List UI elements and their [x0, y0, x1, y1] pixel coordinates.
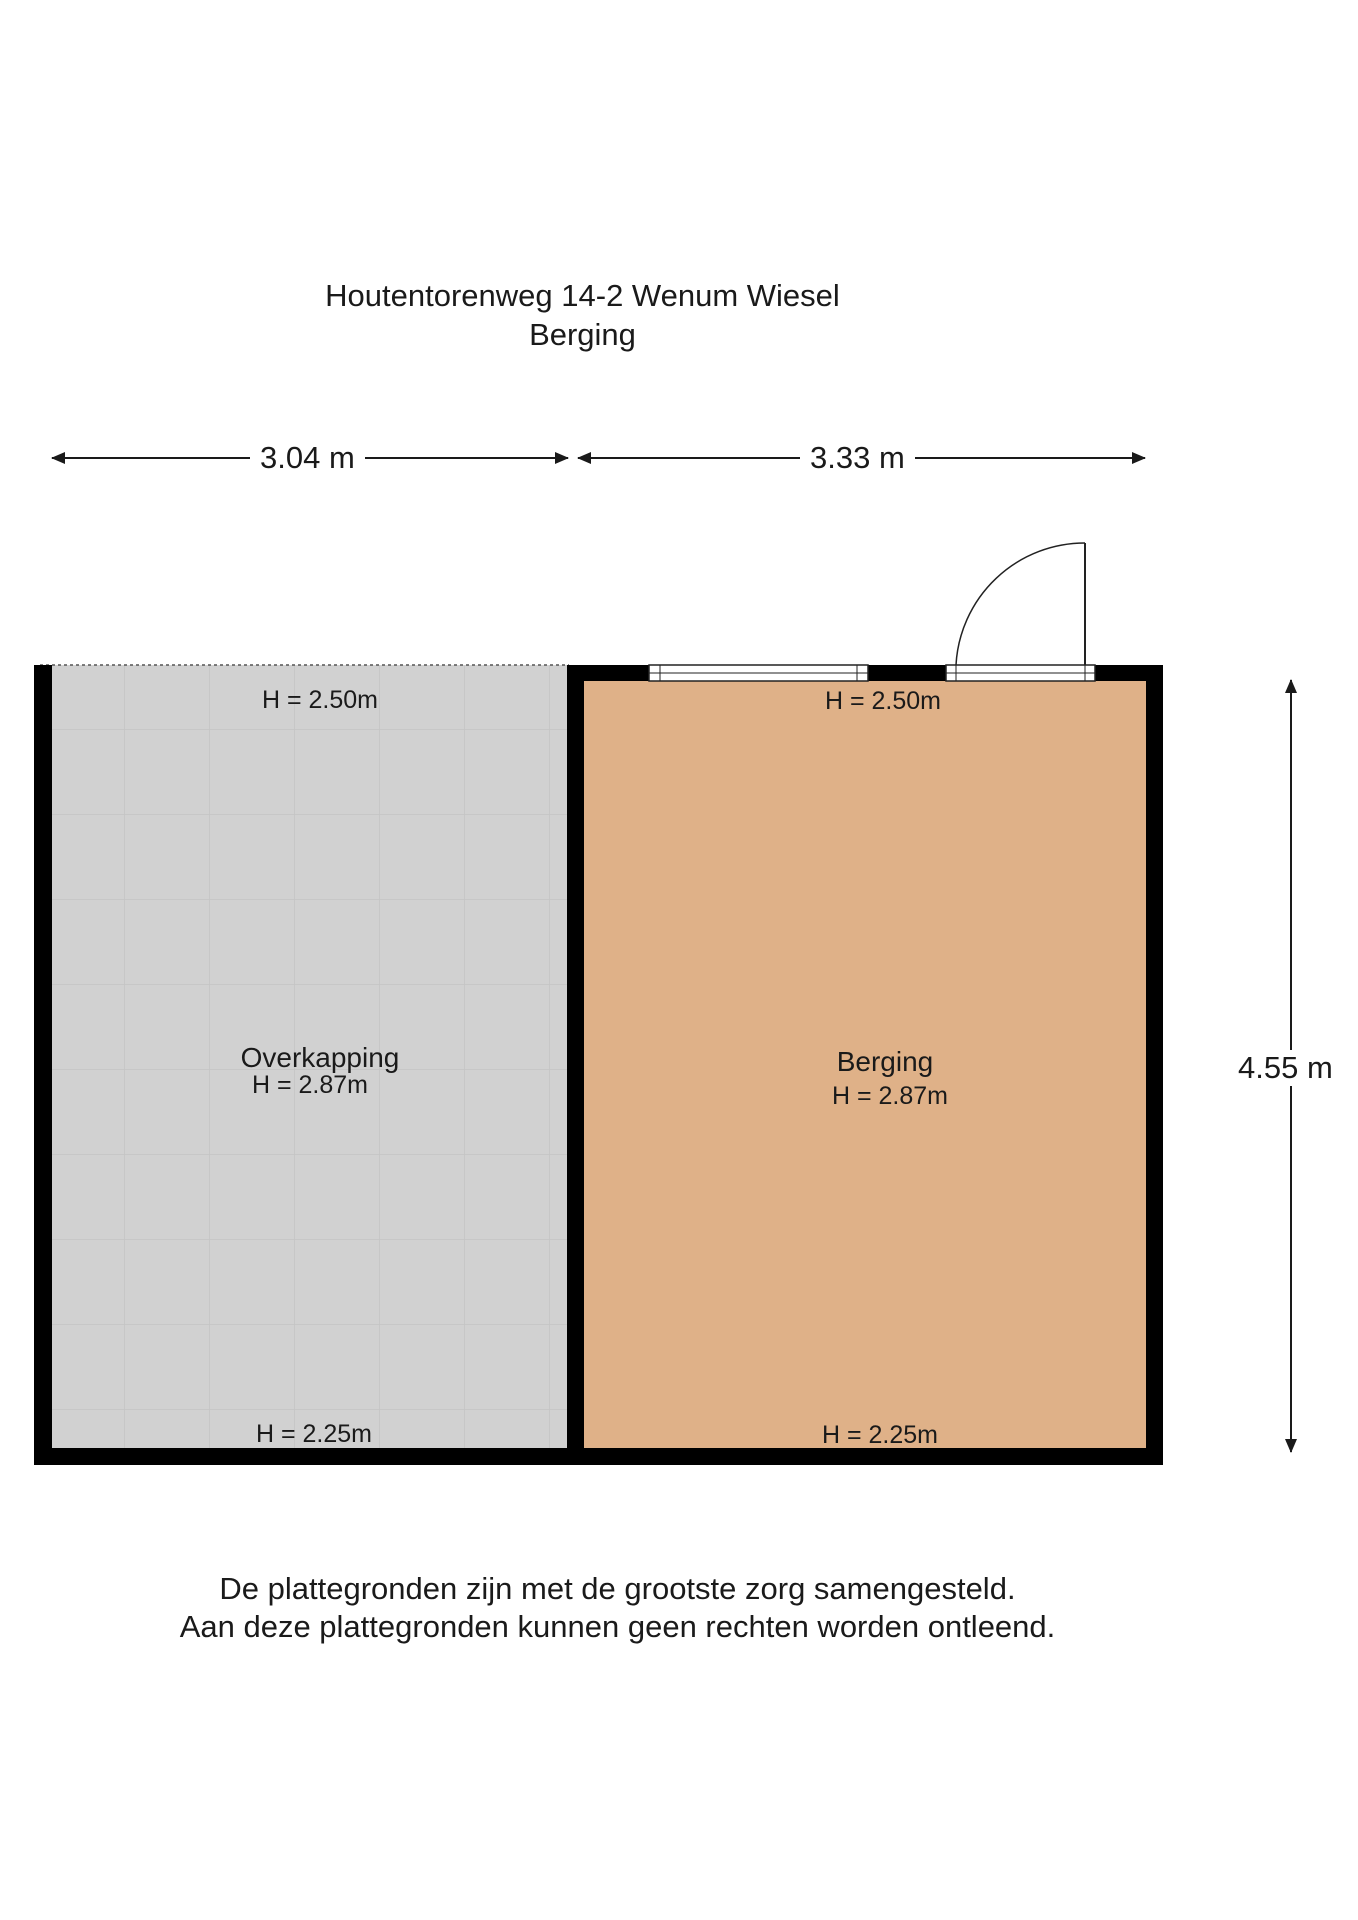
disclaimer-line-1: De plattegronden zijn met de grootste zorg samengesteld.: [219, 1571, 1016, 1606]
dimension-label-depth: 4.55 m: [1228, 1050, 1343, 1086]
overkapping-top-height: H = 2.50m: [261, 686, 379, 714]
window: [649, 665, 868, 681]
overkapping-bottom-height: H = 2.25m: [255, 1420, 373, 1448]
floor-title: Berging: [529, 317, 636, 352]
overkapping-height: H = 2.87m: [251, 1071, 369, 1099]
overkapping-name: Overkapping: [240, 1042, 400, 1073]
disclaimer-line-2: Aan deze plattegronden kunnen geen rechten worden ontleend.: [179, 1609, 1056, 1644]
address-title: Houtentorenweg 14-2 Wenum Wiesel: [325, 278, 840, 313]
dimension-label-left: 3.04 m: [250, 440, 365, 476]
berging-bottom-height: H = 2.25m: [821, 1421, 939, 1449]
berging-name: Berging: [836, 1046, 934, 1077]
dimension-label-right: 3.33 m: [800, 440, 915, 476]
berging-top-height: H = 2.50m: [824, 687, 942, 715]
berging-height: H = 2.87m: [831, 1082, 949, 1110]
door: [946, 543, 1095, 681]
